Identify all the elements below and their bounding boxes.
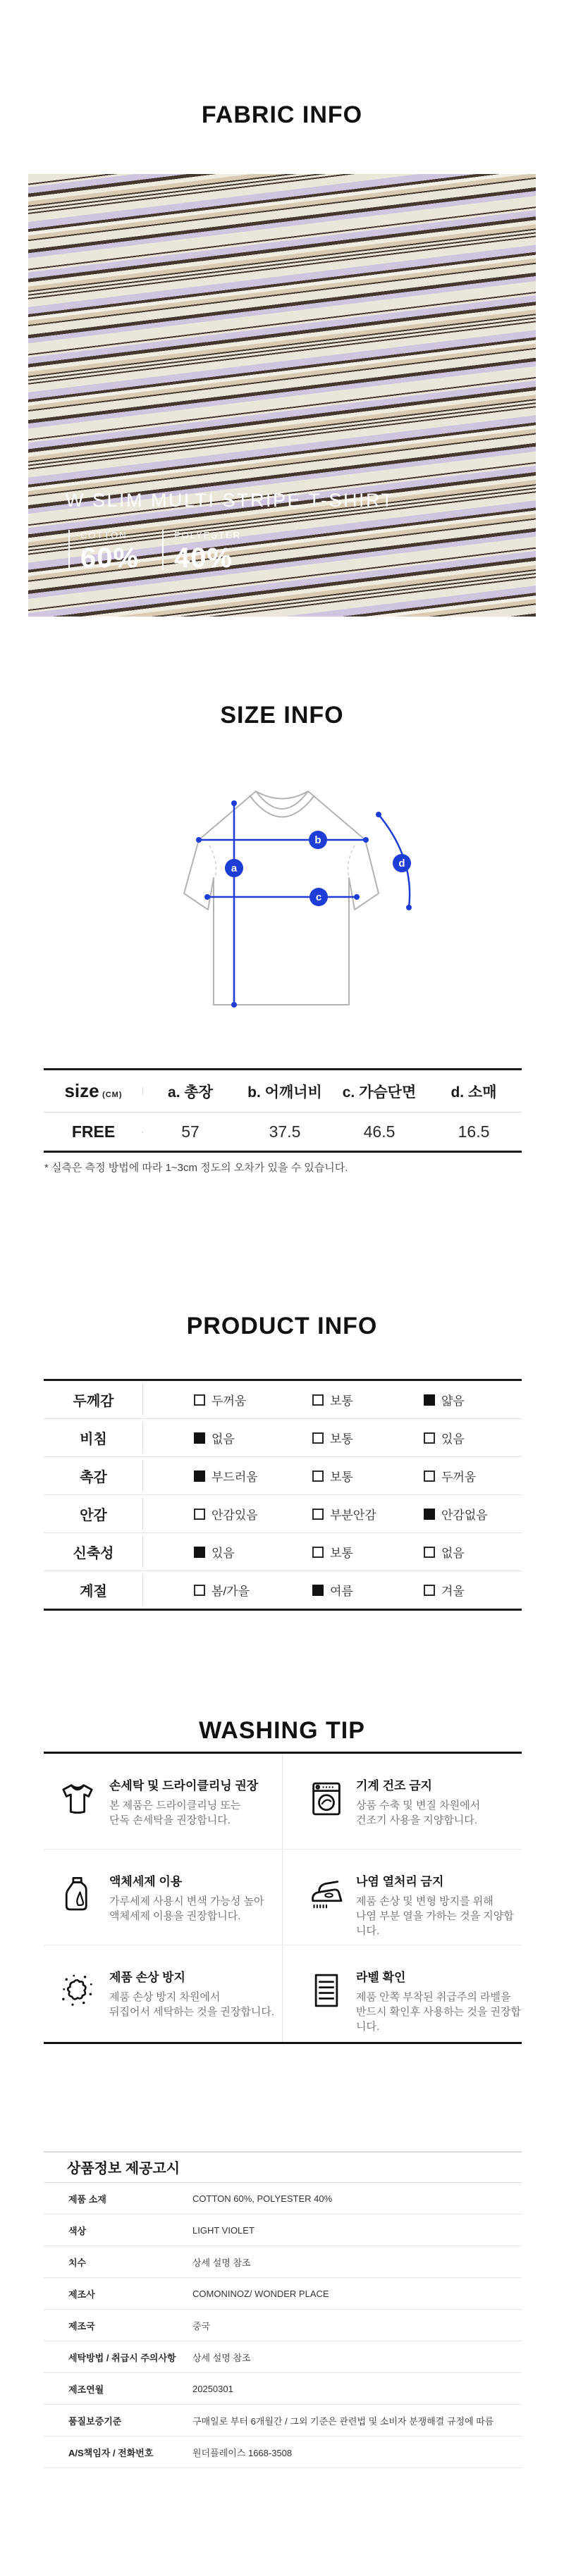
attribute-option [312, 1581, 353, 1599]
material-stat-cotton [68, 530, 139, 574]
tip-line: 제품 안쪽 부착된 취급주의 라벨을 [356, 1991, 511, 2003]
product-name-overlay: W SLIM MULTI STRIPE T-SHIRT [66, 490, 395, 511]
value-chest: 46.5 [363, 1122, 396, 1141]
tip-line: 가루세제 사용시 변색 가능성 높아 [109, 1895, 264, 1907]
notice-value: 상세 설명 참조 [192, 2352, 251, 2363]
checkbox-icon [194, 1470, 205, 1482]
attribute-option [194, 1467, 258, 1485]
checkbox-icon [194, 1585, 205, 1596]
checkbox-icon [312, 1585, 324, 1596]
option-label: 봄/가을 [212, 1585, 250, 1598]
tip-title: 제품 손상 방지 [109, 1971, 185, 1984]
attribute-option [312, 1467, 353, 1485]
attribute-row [44, 1533, 522, 1571]
checkbox-icon [194, 1547, 205, 1558]
attribute-label: 계절 [44, 1580, 143, 1600]
value-shoulder: 37.5 [269, 1122, 301, 1141]
option-label: 얇음 [441, 1394, 465, 1408]
fabric-photo [28, 174, 536, 617]
tshirt-icon [58, 1779, 97, 1819]
checkbox-icon [424, 1394, 435, 1406]
col-header-sleeve: d. 소매 [450, 1084, 497, 1101]
tshirt-outline [184, 791, 379, 1005]
label-c: c [315, 891, 322, 903]
notice-value: 상세 설명 참조 [192, 2257, 251, 2268]
checkbox-icon [312, 1509, 324, 1520]
notice-row [44, 2215, 522, 2246]
attribute-option [424, 1391, 465, 1408]
washer-icon [307, 1779, 346, 1819]
size-table [44, 1068, 522, 1153]
tshirt-measurement-diagram [169, 760, 423, 1055]
washing-tip-prevent-damage [44, 1945, 283, 2042]
material-name: POLYESTER [174, 530, 242, 540]
notice-row [44, 2246, 522, 2278]
option-label: 부분안감 [330, 1509, 376, 1522]
washing-tip-title: WASHING TIP [199, 1717, 365, 1744]
col-header-total-length: a. 총장 [168, 1084, 213, 1101]
product-info-title: PRODUCT INFO [186, 1313, 378, 1339]
attribute-option [424, 1543, 465, 1561]
attribute-row [44, 1457, 522, 1495]
checkbox-icon [312, 1470, 324, 1482]
notice-label: 색상 [68, 2225, 87, 2236]
notice-label: 품질보증기준 [68, 2415, 122, 2427]
tip-line: 나염 부분 열을 가하는 것을 지양합니다. [356, 1910, 514, 1937]
tip-title: 나염 열처리 금지 [356, 1875, 444, 1888]
notice-value: 중국 [192, 2320, 211, 2332]
value-sleeve: 16.5 [458, 1122, 490, 1141]
stain-icon [58, 1971, 97, 2010]
tip-line: 제품 손상 및 변형 방지를 위해 [356, 1895, 494, 1907]
label-b: b [314, 834, 321, 846]
attribute-option [312, 1429, 353, 1447]
checkbox-icon [424, 1547, 435, 1558]
option-label: 겨울 [441, 1585, 465, 1598]
size-info-title: SIZE INFO [220, 702, 344, 729]
washing-tips-grid [44, 1752, 522, 2044]
washing-tip-handwash [44, 1754, 283, 1850]
notice-value: 구매일로 부터 6개월간 / 그외 기준은 관련법 및 소비자 분쟁해결 규정에 따름 [192, 2415, 494, 2427]
option-label: 있음 [441, 1432, 465, 1446]
notice-value: COMONINOZ/ WONDER PLACE [192, 2288, 329, 2299]
attribute-option [424, 1467, 476, 1485]
col-header-shoulder: b. 어깨너비 [247, 1084, 322, 1101]
tip-line: 액체세제 이용을 권장합니다. [109, 1910, 241, 1922]
tip-title: 라벨 확인 [356, 1971, 406, 1984]
notice-label: A/S책임자 / 전화번호 [68, 2447, 154, 2458]
tip-line: 건조기 사용을 지양합니다. [356, 1814, 477, 1826]
attribute-option [194, 1429, 235, 1447]
checkbox-icon [194, 1509, 205, 1520]
washing-tip-liquid-detergent [44, 1850, 283, 1945]
tip-title: 액체세제 이용 [109, 1875, 183, 1888]
tip-line: 반드시 확인후 사용하는 것을 권장합니다. [356, 2006, 522, 2033]
checkbox-icon [424, 1509, 435, 1520]
option-label: 안감없음 [441, 1509, 488, 1522]
notice-value: COTTON 60%, POLYESTER 40% [192, 2193, 333, 2204]
checkbox-icon [424, 1470, 435, 1482]
attribute-label: 촉감 [44, 1466, 143, 1486]
option-label: 안감있음 [212, 1509, 258, 1522]
checkbox-icon [194, 1394, 205, 1406]
tip-title: 기계 건조 금지 [356, 1779, 432, 1792]
attribute-row [44, 1571, 522, 1609]
notice-row [44, 2373, 522, 2405]
tip-line: 뒤집어서 세탁하는 것을 권장합니다. [109, 2006, 275, 2018]
attribute-row [44, 1495, 522, 1533]
attribute-option [312, 1505, 376, 1523]
size-table-row [44, 1113, 522, 1151]
option-label: 보통 [330, 1394, 353, 1408]
stat-divider-bar [68, 530, 70, 570]
iron-icon [307, 1875, 346, 1914]
attribute-option [194, 1581, 250, 1599]
washing-tip-no-machine-dry [283, 1754, 522, 1850]
attribute-label: 안감 [44, 1504, 143, 1524]
size-table-header [44, 1070, 522, 1113]
checkbox-icon [312, 1394, 324, 1406]
notice-label: 제조사 [68, 2289, 95, 2300]
notice-table [44, 2182, 522, 2468]
attribute-option [194, 1543, 235, 1561]
checkbox-icon [194, 1432, 205, 1444]
size-header-cell: size (CM) [44, 1080, 143, 1102]
option-label: 있음 [212, 1547, 235, 1560]
tip-line: 제품 손상 방지 차원에서 [109, 1991, 221, 2003]
option-label: 보통 [330, 1470, 353, 1484]
option-label: 없음 [212, 1432, 235, 1446]
notice-row [44, 2405, 522, 2436]
notice-label: 제조국 [68, 2320, 95, 2332]
checkbox-icon [312, 1432, 324, 1444]
attribute-row [44, 1381, 522, 1419]
attribute-label: 두께감 [44, 1389, 143, 1410]
attribute-option [194, 1391, 246, 1408]
notice-row [44, 2278, 522, 2310]
label-a: a [231, 862, 238, 874]
notice-value: 원더플레이스 1668-3508 [192, 2447, 293, 2458]
material-percent: 40% [174, 543, 233, 574]
label-d: d [398, 857, 405, 869]
checkbox-icon [424, 1432, 435, 1444]
detergent-icon [58, 1875, 97, 1914]
measurement-note: * 실측은 측정 방법에 따라 1~3cm 정도의 오차가 있을 수 있습니다. [44, 1162, 348, 1174]
checkbox-icon [312, 1547, 324, 1558]
attribute-option [424, 1505, 488, 1523]
tip-line: 상품 수축 및 변질 차원에서 [356, 1800, 481, 1812]
tip-line: 본 제품은 드라이클리닝 또는 [109, 1800, 241, 1812]
tip-line: 단독 손세탁을 권장합니다. [109, 1814, 231, 1826]
attribute-option [424, 1581, 465, 1599]
washing-tip-check-label [283, 1945, 522, 2042]
option-label: 없음 [441, 1547, 465, 1560]
option-label: 보통 [330, 1547, 353, 1560]
notice-value: LIGHT VIOLET [192, 2224, 255, 2236]
value-total-length: 57 [181, 1122, 200, 1141]
option-label: 두꺼움 [441, 1470, 477, 1484]
option-label: 부드러움 [212, 1470, 258, 1484]
option-label: 보통 [330, 1432, 353, 1446]
attribute-label: 신축성 [44, 1542, 143, 1562]
option-label: 두꺼움 [212, 1394, 247, 1408]
material-stat-polyester [162, 530, 241, 574]
washing-tip-no-heat [283, 1850, 522, 1945]
attribute-option [312, 1543, 353, 1561]
notice-divider [44, 2151, 522, 2153]
col-header-chest: c. 가슴단면 [342, 1084, 417, 1101]
notice-title: 상품정보 제공고시 [67, 2161, 180, 2176]
notice-label: 세탁방법 / 취급시 주의사항 [68, 2352, 176, 2363]
attribute-option [194, 1505, 258, 1523]
label-icon [307, 1971, 346, 2010]
stat-divider-bar [162, 530, 164, 570]
option-label: 여름 [330, 1585, 353, 1598]
notice-row [44, 2341, 522, 2373]
notice-label: 제조연월 [68, 2384, 104, 2395]
material-percent: 60% [80, 543, 140, 574]
material-name: COTTON [80, 530, 128, 540]
notice-row [44, 2183, 522, 2215]
size-free-cell: FREE [44, 1122, 143, 1141]
notice-row [44, 2310, 522, 2341]
notice-label: 제품 소재 [68, 2193, 106, 2205]
attribute-option [312, 1391, 353, 1408]
product-attributes-table [44, 1379, 522, 1611]
fabric-info-title: FABRIC INFO [201, 101, 363, 128]
attribute-option [424, 1429, 465, 1447]
tip-title: 손세탁 및 드라이클리닝 권장 [109, 1779, 259, 1792]
notice-label: 치수 [68, 2257, 87, 2268]
checkbox-icon [424, 1585, 435, 1596]
notice-value: 20250301 [192, 2383, 233, 2394]
attribute-label: 비침 [44, 1428, 143, 1448]
attribute-row [44, 1419, 522, 1457]
notice-row [44, 2436, 522, 2468]
